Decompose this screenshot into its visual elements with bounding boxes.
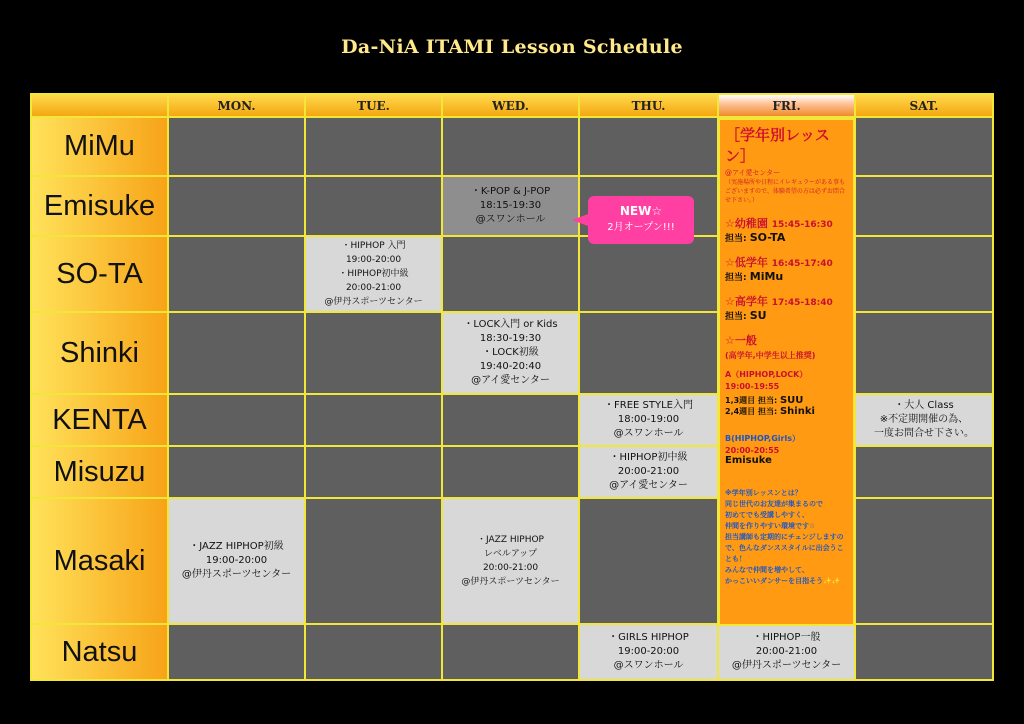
new-badge-bubble — [588, 196, 694, 244]
lesson-line: ・LOCK入門 or Kids — [463, 319, 558, 330]
lesson-sota-tue — [304, 235, 443, 313]
lesson-line: @伊丹スポーツセンター — [461, 577, 560, 587]
friday-location: @アイ愛センター — [725, 169, 781, 177]
day-header-sat: SAT. — [854, 93, 994, 118]
friday-block-upper-grade — [725, 293, 848, 309]
friday-class-a-time: 19:00-19:55 — [725, 382, 780, 391]
friday-grade-lesson-panel — [718, 118, 855, 626]
teacher-prefix: 1,3週目 担当: — [725, 396, 778, 405]
lesson-line: ・LOCK初級 — [482, 347, 539, 358]
empty-cell — [578, 497, 719, 625]
day-header-fri: FRI. — [717, 93, 856, 118]
empty-cell — [304, 116, 443, 177]
lesson-line: ・FREE STYLE入門 — [604, 400, 693, 411]
friday-class-b-teacher — [725, 455, 848, 466]
info-line: 同じ世代のお友達が集まるので — [725, 500, 823, 508]
teacher-prefix: 2,4週目 担当: — [725, 407, 778, 416]
lesson-shinki-wed — [441, 311, 580, 395]
friday-info-text — [725, 488, 848, 587]
lesson-line: 20:00-21:00 — [617, 466, 680, 477]
friday-class-b-time: 20:00-20:55 — [725, 446, 780, 455]
empty-cell — [304, 311, 443, 395]
instructor-sota: SO-TA — [30, 235, 169, 313]
lesson-line: 一度お問合せ下さい。 — [874, 428, 974, 439]
empty-cell — [854, 235, 994, 313]
block-label: ☆低学年 — [725, 256, 768, 269]
lesson-natsu-fri — [717, 623, 856, 681]
teacher-name: Shinki — [779, 406, 815, 417]
lesson-line: ・HIPHOP初中級 — [338, 269, 409, 279]
lesson-line: ・JAZZ HIPHOP — [477, 535, 544, 545]
empty-cell — [441, 445, 580, 499]
instructor-mimu: MiMu — [30, 116, 169, 177]
teacher-prefix: 担当: — [725, 234, 747, 244]
lesson-line: 19:00-20:00 — [345, 255, 402, 265]
empty-cell — [854, 116, 994, 177]
empty-cell — [167, 393, 306, 447]
empty-cell — [167, 175, 306, 237]
block-teacher-row — [725, 231, 848, 244]
lesson-masaki-mon — [167, 497, 306, 625]
day-header-wed: WED. — [441, 93, 580, 118]
empty-cell — [441, 235, 580, 313]
info-line: 初めてでも受講しやすく、 — [725, 511, 809, 519]
lesson-natsu-thu — [578, 623, 719, 681]
empty-cell — [167, 623, 306, 681]
lesson-line: ※不定期開催の為、 — [879, 414, 969, 425]
lesson-line: ・JAZZ HIPHOP初級 — [189, 541, 284, 552]
friday-class-a-teacher-1 — [725, 395, 848, 406]
schedule-grid — [30, 93, 994, 681]
instructor-emisuke: Emisuke — [30, 175, 169, 237]
empty-cell — [578, 311, 719, 395]
lesson-line: ・GIRLS HIPHOP — [608, 632, 689, 643]
empty-cell — [854, 623, 994, 681]
page-title: Da-NiA ITAMI Lesson Schedule — [341, 36, 683, 58]
empty-cell — [167, 235, 306, 313]
lesson-line: 20:00-21:00 — [755, 646, 818, 657]
lesson-line: ・HIPHOP一般 — [752, 632, 821, 643]
empty-cell — [854, 445, 994, 499]
lesson-line: ・HIPHOP 入門 — [341, 241, 406, 251]
new-badge-label: NEW☆ — [619, 204, 663, 218]
block-label: ☆高学年 — [725, 295, 768, 308]
info-line: みんなで仲間を増やして、 — [725, 566, 809, 574]
teacher-name: SU — [749, 309, 767, 322]
friday-note: （実施場所や日程にイレギュラーがある事もございますので、体験希望の方は必ずお問合せ下さい。） — [725, 179, 846, 204]
lesson-line: 18:00-19:00 — [617, 414, 680, 425]
info-line: ※学年別レッスンとは？ — [725, 489, 802, 497]
teacher-name: Emisuke — [725, 455, 772, 466]
friday-general-label: ☆一般 — [725, 334, 757, 347]
block-time: 16:45-17:40 — [771, 259, 833, 269]
lesson-line: ・大人 Class — [894, 400, 954, 411]
empty-cell — [167, 116, 306, 177]
lesson-line: 18:30-19:30 — [479, 333, 542, 344]
day-header-thu: THU. — [578, 93, 719, 118]
lesson-line: @伊丹スポーツセンター — [324, 297, 423, 307]
lesson-line: @スワンホール — [613, 660, 684, 671]
info-line: 担当講師も定期的にチェンジしますので、色んなダンススタイルに出会うことも！ — [725, 533, 844, 563]
instructor-misuzu: Misuzu — [30, 445, 169, 499]
empty-cell — [578, 116, 719, 177]
lesson-line: @アイ愛センター — [609, 480, 688, 491]
lesson-line: @アイ愛センター — [471, 375, 550, 386]
empty-cell — [304, 497, 443, 625]
lesson-line: 20:00-21:00 — [345, 283, 402, 293]
teacher-prefix: 担当: — [725, 273, 747, 283]
friday-block-lower-grade — [725, 254, 848, 270]
empty-cell — [854, 497, 994, 625]
empty-cell — [167, 445, 306, 499]
friday-class-a-teacher-2 — [725, 406, 848, 417]
teacher-prefix: 担当: — [725, 312, 747, 322]
lesson-line: 18:15-19:30 — [479, 200, 542, 211]
instructor-masaki: Masaki — [30, 497, 169, 625]
teacher-name: SUU — [779, 395, 804, 406]
lesson-kenta-sat — [854, 393, 994, 447]
corner-header — [30, 93, 169, 118]
empty-cell — [441, 623, 580, 681]
empty-cell — [854, 311, 994, 395]
instructor-shinki: Shinki — [30, 311, 169, 395]
block-time: 17:45-18:40 — [771, 298, 833, 308]
empty-cell — [304, 445, 443, 499]
empty-cell — [441, 116, 580, 177]
friday-class-a-label: A（HIPHOP,LOCK） — [725, 370, 808, 379]
empty-cell — [167, 311, 306, 395]
day-header-tue: TUE. — [304, 93, 443, 118]
friday-title: ［学年別レッスン］ — [725, 126, 830, 165]
lesson-masaki-wed — [441, 497, 580, 625]
friday-class-b-label: B(HIPHOP,Girls） — [725, 434, 800, 443]
instructor-kenta: KENTA — [30, 393, 169, 447]
lesson-emisuke-wed — [441, 175, 580, 237]
empty-cell — [441, 393, 580, 447]
lesson-line: 19:40-20:40 — [479, 361, 542, 372]
lesson-misuzu-thu — [578, 445, 719, 499]
block-time: 15:45-16:30 — [771, 220, 833, 230]
empty-cell — [854, 175, 994, 237]
lesson-line: レベルアップ — [483, 549, 538, 559]
lesson-line: @伊丹スポーツセンター — [181, 569, 292, 580]
info-line: かっこいいダンサーを目指そう✨✨ — [725, 577, 841, 585]
empty-cell — [304, 393, 443, 447]
lesson-line: @伊丹スポーツセンター — [731, 660, 842, 671]
lesson-line: ・K-POP & J-POP — [470, 186, 551, 197]
teacher-name: MiMu — [749, 270, 784, 283]
lesson-line: @スワンホール — [475, 214, 546, 225]
lesson-line: ・HIPHOP初中級 — [609, 452, 688, 463]
friday-general-sub: (高学年,中学生以上推奨) — [725, 351, 816, 360]
instructor-natsu: Natsu — [30, 623, 169, 681]
empty-cell — [578, 235, 719, 313]
empty-cell — [304, 175, 443, 237]
info-line: 仲間を作りやすい環境です☆ — [725, 522, 816, 530]
block-label: ☆幼稚園 — [725, 217, 768, 230]
lesson-line: @スワンホール — [613, 428, 684, 439]
friday-block-kindergarten — [725, 215, 848, 231]
lesson-line: 19:00-20:00 — [205, 555, 268, 566]
block-teacher-row — [725, 270, 848, 283]
lesson-line: 20:00-21:00 — [482, 563, 539, 573]
lesson-line: 19:00-20:00 — [617, 646, 680, 657]
day-header-mon: MON. — [167, 93, 306, 118]
new-badge-text: 2月オープン!!! — [607, 222, 675, 233]
lesson-kenta-thu — [578, 393, 719, 447]
empty-cell — [304, 623, 443, 681]
block-teacher-row — [725, 309, 848, 322]
teacher-name: SO-TA — [749, 231, 786, 244]
